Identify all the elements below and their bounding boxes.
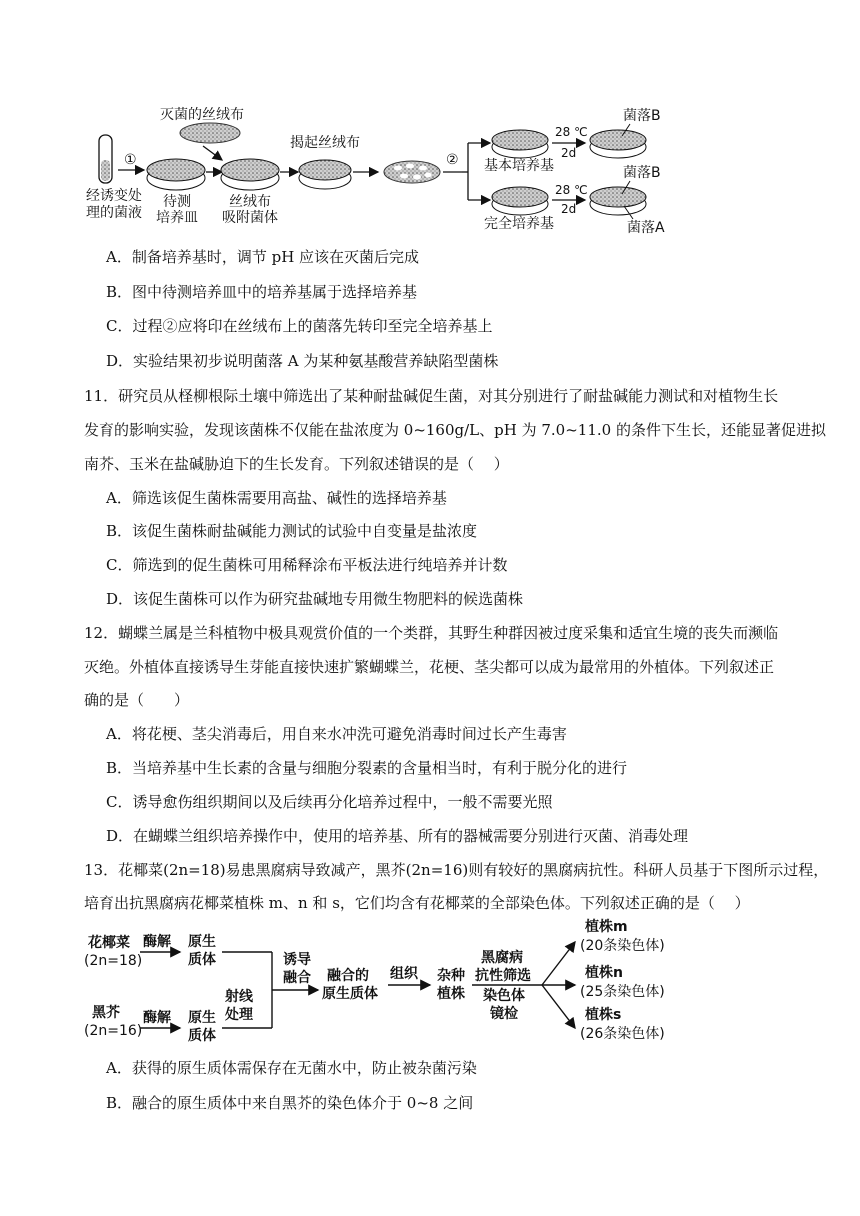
plant-s-label: 植株s bbox=[585, 1007, 622, 1023]
test-tube-icon bbox=[99, 135, 112, 183]
plant-m-label: 植株m bbox=[585, 919, 628, 935]
colony-b-label-2: 菌落B bbox=[623, 165, 661, 181]
velvet-plate-icon bbox=[221, 159, 279, 190]
velvet-label-1: 丝绒布 bbox=[229, 194, 271, 210]
plant-m-chrom: (20条染色体) bbox=[580, 938, 665, 954]
q12-option-a: A．将花梗、茎尖消毒后，用自来水冲洗可避免消毒时间过长产生毒害 bbox=[106, 725, 567, 743]
q11-option-d: D．该促生菌株可以作为研究盐碱地专用微生物肥料的候选菌株 bbox=[106, 590, 524, 608]
hybrid-label-a: 杂种 bbox=[437, 968, 465, 984]
chrom-label-b: 镜检 bbox=[490, 1006, 518, 1022]
fused-label-a: 融合的 bbox=[327, 968, 369, 984]
q12-option-c: C．诱导愈伤组织期间以及后续再分化培养过程中，一般不需要光照 bbox=[106, 793, 553, 811]
tissue-label: 组织 bbox=[390, 966, 418, 982]
lifted-plate-icon bbox=[299, 160, 351, 189]
protoplast-label-2a: 原生 bbox=[188, 1010, 216, 1026]
q11-stem-2: 发育的影响实验，发现该菌株不仅能在盐浓度为 0~160g/L、pH 为 7.0~11.0 的条件下生长，还能显著促进拟 bbox=[84, 421, 826, 439]
q12-option-b: B．当培养基中生长素的含量与细胞分裂素的含量相当时，有利于脱分化的进行 bbox=[106, 759, 628, 777]
protoplast-label-1a: 原生 bbox=[188, 934, 216, 950]
complete-result-plate-icon bbox=[590, 187, 646, 215]
lift-velvet-label: 揭起丝绒布 bbox=[290, 135, 360, 151]
complete-medium-plate-icon bbox=[492, 187, 548, 215]
mustard-n-label: (2n=16) bbox=[84, 1023, 143, 1039]
q10-option-c: C．过程②应将印在丝绒布上的菌落先转印至完全培养基上 bbox=[106, 317, 493, 335]
basic-result-plate-icon bbox=[590, 130, 646, 158]
enzyme-label-1: 酶解 bbox=[143, 934, 171, 950]
fused-label-b: 原生质体 bbox=[322, 986, 378, 1002]
tube-label-1: 经诱变处 bbox=[86, 188, 142, 204]
ray-label-b: 处理 bbox=[225, 1007, 253, 1023]
q11-option-c: C．筛选到的促生菌株可用稀释涂布平板法进行纯培养并计数 bbox=[106, 556, 508, 574]
q12-option-d: D．在蝴蝶兰组织培养操作中，使用的培养基、所有的器械需要分别进行灭菌、消毒处理 bbox=[106, 827, 689, 845]
plate-label-1: 待测 bbox=[163, 194, 191, 210]
basic-medium-plate-icon bbox=[492, 130, 548, 158]
temp-label-top: 28 ℃ bbox=[555, 125, 588, 139]
q12-stem-1: 12．蝴蝶兰属是兰科植物中极具观赏价值的一个类群，其野生种群因被过度采集和适宜生境的丧失而濒临 bbox=[84, 624, 779, 642]
q13-option-a: A．获得的原生质体需保存在无菌水中，防止被杂菌污染 bbox=[106, 1059, 477, 1077]
q11-option-b: B．该促生菌株耐盐碱能力测试的试验中自变量是盐浓度 bbox=[106, 522, 478, 540]
enzyme-label-2: 酶解 bbox=[143, 1010, 171, 1026]
days-label-top: 2d bbox=[561, 146, 577, 160]
plant-n-chrom: (25条染色体) bbox=[580, 984, 665, 1000]
step2-label: ② bbox=[446, 152, 459, 168]
colony-stamp-icon bbox=[384, 161, 440, 183]
q13-stem-2: 培育出抗黑腐病花椰菜植株 m、n 和 s，它们均含有花椰菜的全部染色体。下列叙述正确的是（ ） bbox=[84, 894, 750, 912]
velvet-cloth-icon bbox=[180, 123, 240, 143]
tube-label-2: 理的菌液 bbox=[86, 205, 142, 221]
protoplast-label-1b: 质体 bbox=[188, 952, 216, 968]
q12-stem-3: 确的是（ ） bbox=[84, 691, 190, 709]
temp-label-bottom: 28 ℃ bbox=[555, 183, 588, 197]
q13-option-b: B．融合的原生质体中来自黑芥的染色体介于 0~8 之间 bbox=[106, 1094, 474, 1112]
q11-stem-1: 11．研究员从柽柳根际土壤中筛选出了某种耐盐碱促生菌，对其分别进行了耐盐碱能力测试和对植物生长 bbox=[84, 387, 779, 405]
induce-label-a: 诱导 bbox=[283, 952, 311, 968]
sterile-velvet-label: 灭菌的丝绒布 bbox=[160, 107, 244, 123]
q10-option-a: A．制备培养基时，调节 pH 应该在灭菌后完成 bbox=[106, 248, 420, 266]
q12-stem-2: 灭绝。外植体直接诱导生芽能直接快速扩繁蝴蝶兰，花梗、茎尖都可以成为最常用的外植体。下列叙述正 bbox=[84, 658, 775, 676]
mustard-label: 黑芥 bbox=[92, 1005, 120, 1021]
q10-option-d: D．实验结果初步说明菌落 A 为某种氨基酸营养缺陷型菌株 bbox=[106, 352, 499, 370]
colony-b-label-1: 菌落B bbox=[623, 108, 661, 124]
days-label-bottom: 2d bbox=[561, 202, 577, 216]
q11-option-a: A．筛选该促生菌株需要用高盐、碱性的选择培养基 bbox=[106, 489, 447, 507]
cauliflower-n-label: (2n=18) bbox=[84, 953, 143, 969]
basic-medium-label: 基本培养基 bbox=[484, 158, 554, 174]
q11-stem-3: 南芥、玉米在盐碱胁迫下的生长发育。下列叙述错误的是（ ） bbox=[84, 455, 509, 473]
hybrid-label-b: 植株 bbox=[437, 986, 465, 1002]
screen-label-b: 抗性筛选 bbox=[475, 968, 531, 984]
step1-label: ① bbox=[124, 152, 137, 168]
induce-label-b: 融合 bbox=[283, 970, 311, 986]
q10-option-b: B．图中待测培养皿中的培养基属于选择培养基 bbox=[106, 283, 418, 301]
velvet-label-2: 吸附菌体 bbox=[222, 210, 278, 226]
complete-medium-label: 完全培养基 bbox=[484, 216, 554, 232]
plant-s-chrom: (26条染色体) bbox=[580, 1026, 665, 1042]
screen-label-a: 黑腐病 bbox=[481, 950, 523, 966]
ray-label-a: 射线 bbox=[225, 989, 253, 1005]
plate-label-2: 培养皿 bbox=[156, 210, 198, 226]
cauliflower-label: 花椰菜 bbox=[88, 935, 130, 951]
replica-plating-figure bbox=[0, 0, 860, 240]
protoplast-label-2b: 质体 bbox=[188, 1028, 216, 1044]
q13-stem-1: 13．花椰菜(2n=18)易患黑腐病导致减产，黑芥(2n=16)则有较好的黑腐病抗性。科研人员基于下图所示过程， bbox=[84, 861, 829, 879]
chrom-label-a: 染色体 bbox=[483, 988, 525, 1004]
plant-n-label: 植株n bbox=[585, 965, 623, 981]
test-plate-icon bbox=[147, 159, 205, 190]
colony-a-label: 菌落A bbox=[627, 220, 665, 236]
